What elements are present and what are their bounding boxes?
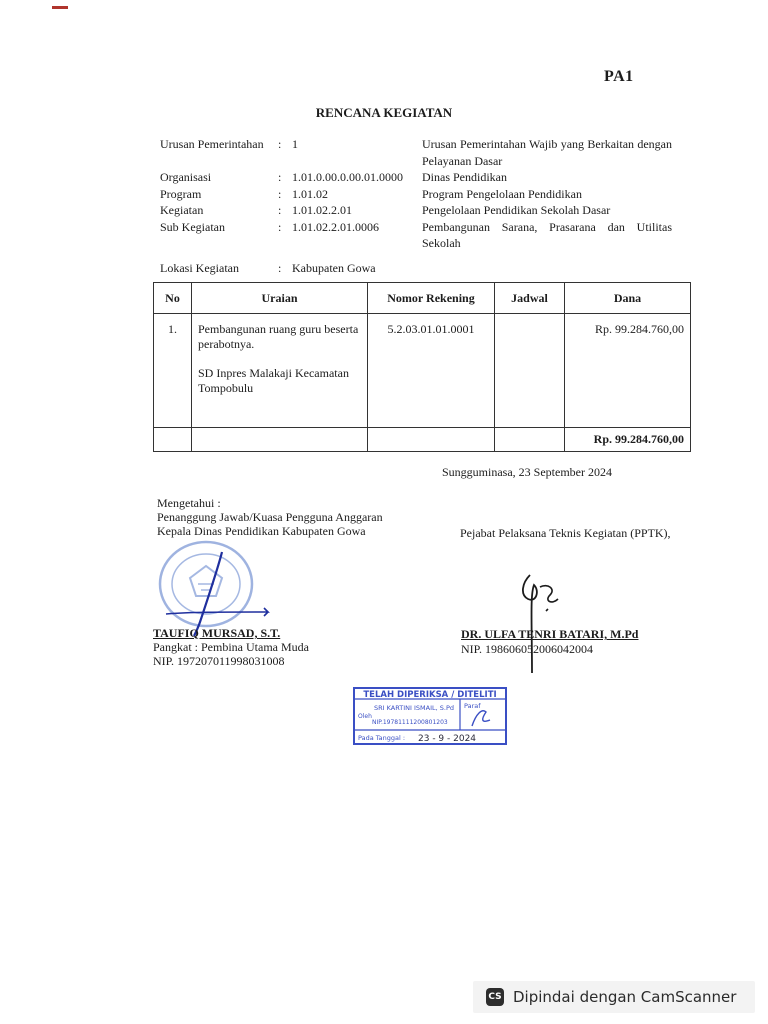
signer1-rank: Pangkat : Pembina Utama Muda [153,640,309,654]
camscanner-badge [473,981,755,1013]
mengetahui-label: Mengetahui : [157,496,221,510]
info-desc: Program Pengelolaan Pendidikan [422,186,582,201]
info-row-kegiatan [160,202,672,219]
verification-stamp [352,686,508,746]
table-header-row [154,283,691,314]
document-code: PA1 [604,68,634,85]
approver-office: Kepala Dinas Pendidikan Kabupaten Gowa [157,524,366,538]
total-cell-empty [368,428,495,452]
pptk-role: Pejabat Pelaksana Teknis Kegiatan (PPTK), [460,526,671,540]
stamp-date-label: Pada Tanggal : [358,734,406,742]
uraian-line-1: Pembangunan ruang guru beserta perabotnya. [198,322,359,351]
stamp-title: TELAH DIPERIKSA / DITELITI [363,690,497,700]
info-label: Lokasi Kegiatan [160,260,239,275]
cell-jadwal [495,314,565,428]
place-date: Sungguminasa, 23 September 2024 [442,465,612,479]
info-colon: : [278,260,282,275]
header-nomor-rekening: Nomor Rekening [368,283,495,314]
info-code: 1 [292,137,298,151]
stamp-paraf-label: Paraf [464,702,481,710]
total-cell-empty [154,428,192,452]
signer1-nip: NIP. 197207011998031008 [153,654,285,668]
signature-taufiq [160,548,280,638]
info-desc: Pembangunan Sarana, Prasarana dan Utilitas Sekolah [422,219,672,250]
cell-dana: Rp. 99.284.760,00 [565,314,691,428]
header-no: No [154,283,192,314]
info-row-sub-kegiatan [160,219,672,252]
info-code: 1.01.02.2.01.0006 [292,219,379,234]
header-uraian: Uraian [192,283,368,314]
info-code: 1.01.02 [292,186,328,201]
info-colon: : [278,170,282,184]
info-label: Sub Kegiatan [160,219,225,234]
info-desc: Urusan Pemerintahan Wajib yang Berkaitan dengan Pelayanan Dasar [422,137,672,168]
table-total-row [154,428,691,452]
camscanner-text: Dipindai dengan CamScanner [513,988,737,1006]
info-row-urusan [160,136,672,169]
info-code: 1.01.02.2.01 [292,203,352,217]
header-jadwal: Jadwal [495,283,565,314]
info-label: Kegiatan [160,203,204,217]
stamp-date-value: 23 - 9 - 2024 [418,734,477,744]
stamp-officer-nip: NIP.19781111200801203 [372,719,448,726]
document-title: RENCANA KEGIATAN [315,105,453,120]
info-desc: Pengelolaan Pendidikan Sekolah Dasar [422,203,611,217]
info-label: Program [160,186,202,201]
scan-edge-mark [52,6,68,9]
signer1-name: TAUFIQ MURSAD, S.T. [153,626,281,640]
signature-ulfa [500,565,590,675]
uraian-line-2: SD Inpres Malakaji Kecamatan Tompobulu [198,366,349,395]
pptk-nip: NIP. 198606052006042004 [461,642,594,656]
camscanner-icon: CS [486,988,504,1006]
info-row-program [160,186,672,203]
approver-role: Penanggung Jawab/Kuasa Pengguna Anggaran [157,510,383,524]
activity-info-block [160,136,672,276]
approver-block [157,496,383,538]
info-desc: Dinas Pendidikan [422,170,507,184]
info-code: 1.01.0.00.0.00.01.0000 [292,170,403,184]
total-cell-empty [192,428,368,452]
table-row [154,314,691,428]
budget-table [153,282,691,452]
cell-rekening: 5.2.03.01.01.0001 [368,314,495,428]
pptk-name: DR. ULFA TENRI BATARI, M.Pd [461,627,639,641]
info-colon: : [278,203,282,217]
stamp-paraf-mark [472,711,490,726]
info-row-lokasi [160,260,672,277]
info-colon: : [278,186,282,201]
cell-no: 1. [154,314,192,428]
info-row-organisasi [160,169,672,186]
info-colon: : [278,137,282,151]
info-label: Organisasi [160,170,212,184]
total-cell-empty [495,428,565,452]
info-label: Urusan Pemerintahan [160,137,264,151]
info-code: Kabupaten Gowa [292,260,376,275]
header-dana: Dana [565,283,691,314]
stamp-officer: SRI KARTINI ISMAIL, S.Pd [374,704,455,712]
total-dana: Rp. 99.284.760,00 [565,428,691,452]
stamp-oleh-label: Oleh [358,713,372,720]
cell-uraian [192,314,368,428]
info-colon: : [278,219,282,234]
